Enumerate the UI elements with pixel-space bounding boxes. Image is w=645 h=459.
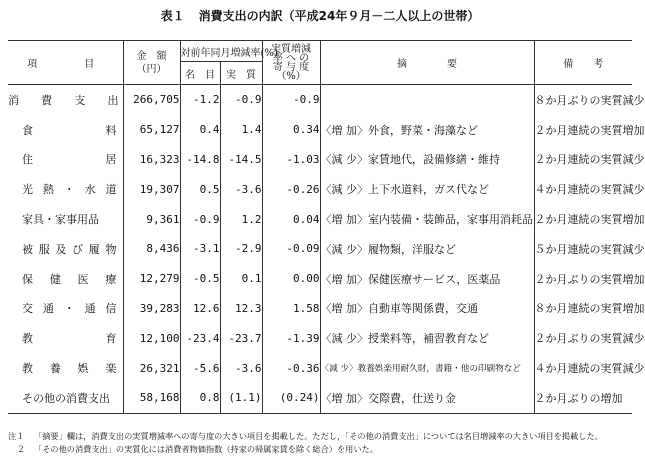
header-contrib-line: 寄 与 度 (272, 61, 310, 73)
row-summary (320, 85, 534, 115)
row-summary: 〈増 加〉交際費，仕送り金 (320, 383, 534, 413)
table-number: 表１ (160, 9, 185, 23)
row-real: -0.9 (220, 85, 262, 115)
row-remark: ８か月連続の実質増加 (534, 294, 632, 324)
header-item: 項 目 (8, 41, 123, 85)
row-summary: 〈増 加〉保健医療サービス，医薬品 (320, 264, 534, 294)
header-real: 実 質 (220, 62, 262, 85)
row-summary: 〈減 少〉履物類，洋服など (320, 234, 534, 264)
table-row (8, 85, 632, 115)
header-contrib-line: 率 へ の (272, 52, 310, 64)
row-real: (1.1) (220, 383, 262, 413)
row-summary: 〈増 加〉室内装備・装飾品，家事用消耗品 (320, 204, 534, 234)
row-summary: 〈増 加〉自動車等関係費，交通 (320, 294, 534, 324)
row-item: 家具・家事用品 (22, 213, 99, 227)
row-remark: ５か月連続の実質減少 (534, 234, 632, 264)
header-amount (123, 41, 180, 85)
row-item: その他の消費支出 (8, 383, 123, 413)
row-item: 住 居 (22, 153, 117, 167)
row-item: 被 服 及 び 履 物 (22, 242, 117, 256)
table-row (8, 383, 632, 413)
consumption-table (8, 40, 645, 414)
table-row (8, 353, 632, 383)
row-remark: ２か月ぶりの実質減少 (534, 323, 632, 353)
table-row (8, 115, 632, 145)
row-remark: ２か月ぶりの増加 (534, 383, 632, 413)
header-remarks: 備 考 (534, 41, 632, 85)
row-item: 教 育 (22, 332, 117, 346)
row-nominal: 0.8 (180, 383, 220, 413)
table-row (8, 204, 632, 234)
row-summary: 〈減 少〉教養娯楽用耐久財，書籍・他の印刷物など (320, 353, 534, 383)
row-nominal: -5.6 (180, 353, 220, 383)
row-remark: ８か月ぶりの実質減少 (534, 85, 632, 115)
row-contribution: -0.36 (262, 353, 320, 383)
row-contribution: -0.26 (262, 174, 320, 204)
row-item: 消 費 支 出 (8, 93, 119, 107)
row-nominal: 12.6 (180, 294, 220, 324)
table-title-text: 消費支出の内訳（平成24年９月－二人以上の世帯） (198, 9, 480, 23)
row-real: 12.3 (220, 294, 262, 324)
row-real: 0.1 (220, 264, 262, 294)
row-item: 食 料 (22, 123, 117, 137)
row-contribution: (0.24) (262, 383, 320, 413)
row-item: 教 養 娯 楽 (22, 362, 117, 376)
row-amount: 12,100 (123, 323, 180, 353)
row-remark: ２か月連続の実質減少 (534, 145, 632, 175)
row-amount: 26,321 (123, 353, 180, 383)
note-row (8, 430, 632, 443)
row-real: 1.2 (220, 204, 262, 234)
row-summary: 〈増 加〉外食，野菜・海藻など (320, 115, 534, 145)
header-summary: 摘 要 (320, 41, 534, 85)
row-amount: 65,127 (123, 115, 180, 145)
table-notes (8, 430, 632, 456)
row-nominal: -1.2 (180, 85, 220, 115)
row-remark: ２か月ぶりの実質増加 (534, 264, 632, 294)
row-contribution: -0.09 (262, 234, 320, 264)
note-label: ２ (16, 444, 26, 454)
header-amount-unit: （円） (136, 63, 167, 75)
row-contribution: -1.03 (262, 145, 320, 175)
row-real: -23.7 (220, 323, 262, 353)
row-real: -3.6 (220, 174, 262, 204)
row-contribution: 0.04 (262, 204, 320, 234)
row-real: -14.5 (220, 145, 262, 175)
row-item: 保 健 医 療 (22, 272, 117, 286)
row-summary: 〈減 少〉授業料等，補習教育など (320, 323, 534, 353)
header-contrib-line: （%） (276, 70, 306, 82)
table-row (8, 145, 632, 175)
row-summary: 〈減 少〉上下水道料，ガス代など (320, 174, 534, 204)
row-amount: 39,283 (123, 294, 180, 324)
row-amount: 9,361 (123, 204, 180, 234)
note-row (8, 443, 632, 456)
row-amount: 16,323 (123, 145, 180, 175)
note-text: 「摘要」欄は，消費支出の実質増減率への寄与度の大きい項目を掲載した。ただし，「その他の消費支出」については名目増減率の大きい項目を掲載した。 (34, 431, 603, 441)
table-row (8, 323, 632, 353)
row-real: -2.9 (220, 234, 262, 264)
row-amount: 266,705 (123, 85, 180, 115)
note-label: 注１ (8, 431, 25, 441)
note-text: 「その他の消費支出」の実質化には消費者物価指数（持家の帰属家賃を除く総合）を用いた。 (34, 444, 378, 454)
row-remark: ２か月連続の実質増加 (534, 115, 632, 145)
row-amount: 8,436 (123, 234, 180, 264)
row-amount: 12,279 (123, 264, 180, 294)
row-nominal: -3.1 (180, 234, 220, 264)
row-item: 光 熱 ・ 水 道 (22, 183, 117, 197)
table-row (8, 174, 632, 204)
row-contribution: -1.39 (262, 323, 320, 353)
table-title (0, 7, 640, 24)
row-nominal: 0.4 (180, 115, 220, 145)
row-nominal: 0.5 (180, 174, 220, 204)
row-amount: 58,168 (123, 383, 180, 413)
row-contribution: 0.00 (262, 264, 320, 294)
table-row (8, 234, 632, 264)
header-contrib-line: 実質増減 (271, 43, 311, 55)
row-amount: 19,307 (123, 174, 180, 204)
table-row (8, 264, 632, 294)
header-amount-label: 金 額 (136, 50, 167, 62)
row-remark: ４か月連続の実質減少 (534, 353, 632, 383)
header-yoy-rate: 対前年同月増減率(%) (180, 41, 262, 62)
table-row (8, 294, 632, 324)
row-nominal: -23.4 (180, 323, 220, 353)
row-contribution: 0.34 (262, 115, 320, 145)
row-summary: 〈減 少〉家賃地代，設備修繕・維持 (320, 145, 534, 175)
row-remark: ２か月連続の実質増加 (534, 204, 632, 234)
header-contribution (262, 41, 320, 85)
header-nominal: 名 目 (180, 62, 220, 85)
row-contribution: 1.58 (262, 294, 320, 324)
row-nominal: -0.9 (180, 204, 220, 234)
row-item: 交 通 ・ 通 信 (22, 302, 117, 316)
row-nominal: -14.8 (180, 145, 220, 175)
row-real: 1.4 (220, 115, 262, 145)
row-real: -3.6 (220, 353, 262, 383)
row-remark: ４か月連続の実質減少 (534, 174, 632, 204)
row-nominal: -0.5 (180, 264, 220, 294)
row-contribution: -0.9 (262, 85, 320, 115)
